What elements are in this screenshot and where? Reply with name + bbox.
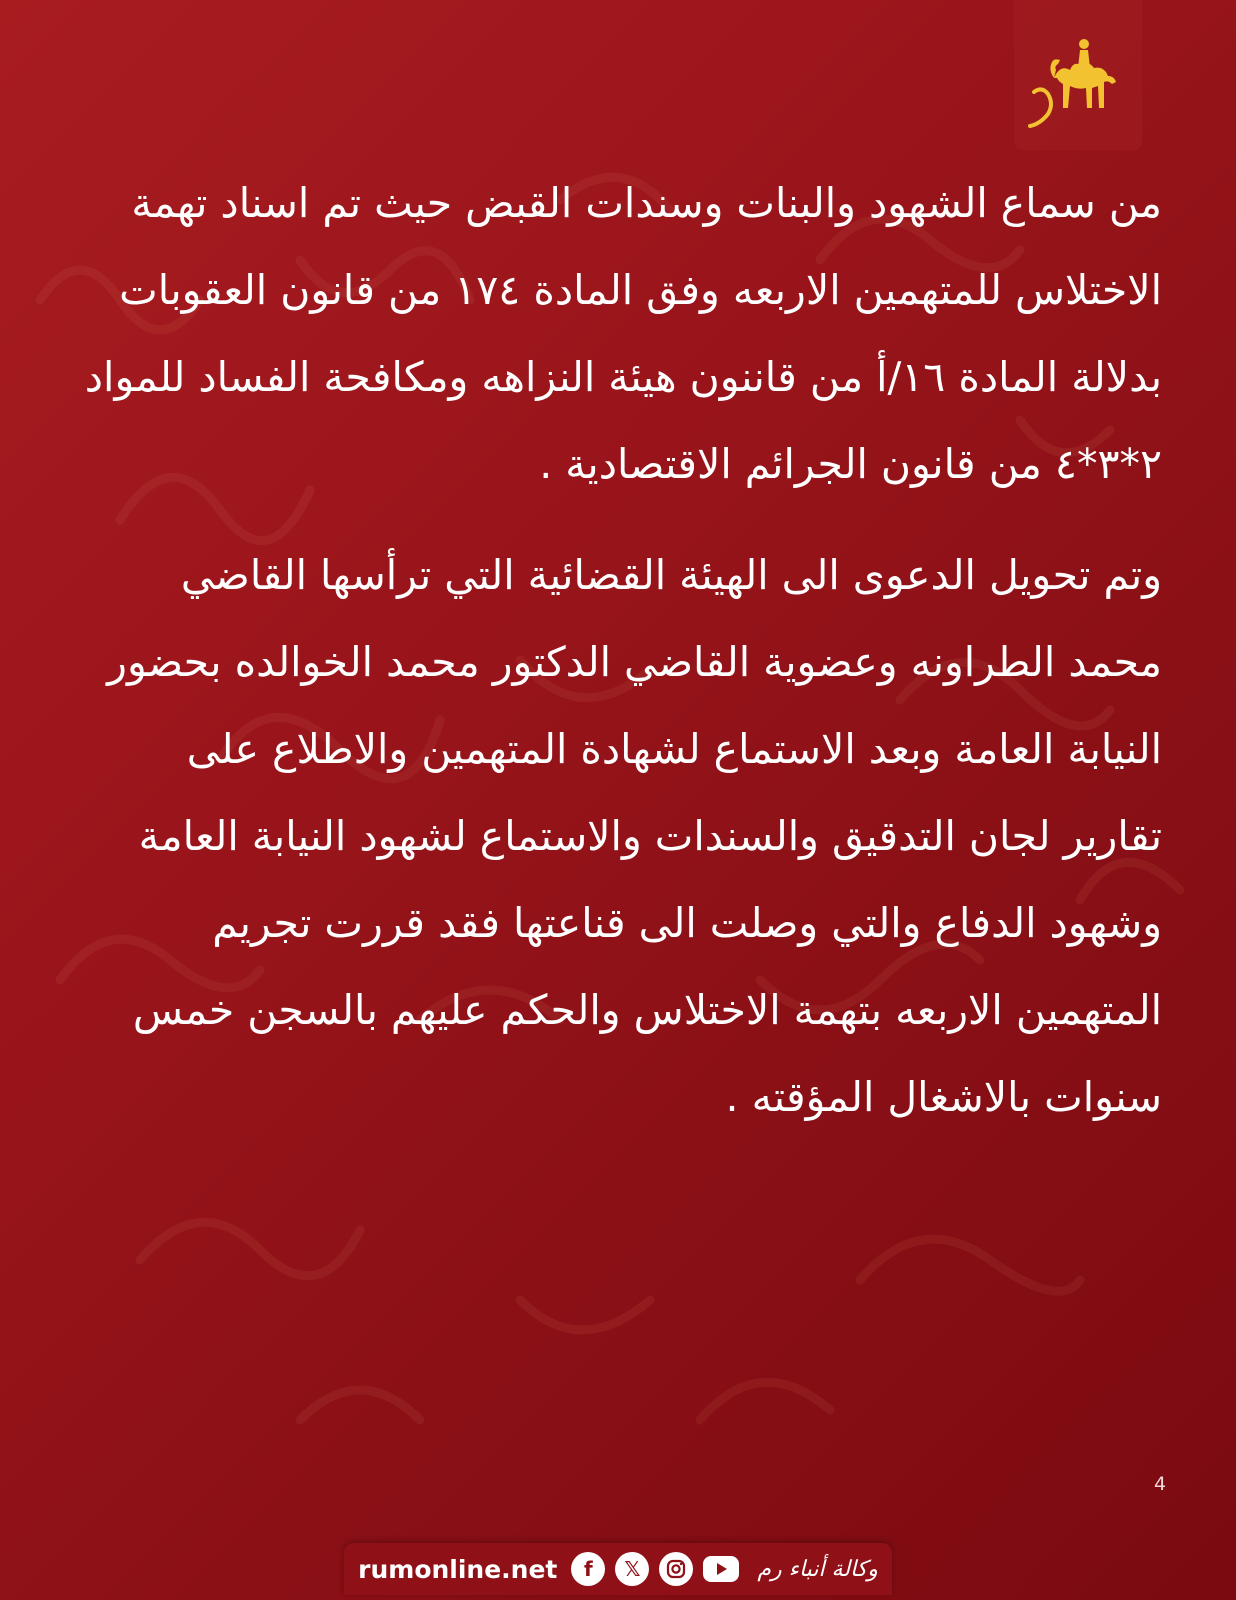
instagram-icon[interactable] [659,1552,693,1586]
footer-bar [344,1543,892,1595]
page-number: 4 [1153,1473,1167,1495]
youtube-icon[interactable] [703,1556,739,1582]
x-icon[interactable]: 𝕏 [615,1552,649,1586]
website-link[interactable]: rumonline.net [358,1554,558,1584]
facebook-icon[interactable]: f [571,1552,605,1586]
article-body [80,160,1162,1165]
logo-container [1014,0,1142,150]
brand-name: وكالة أنباء رم [757,1556,878,1582]
article-paragraph-2: وتم تحويل الدعوى الى الهيئة القضائية التي ترأسها القاضي محمد الطراونه وعضوية القاضي الدكتور محمد الخوالده بحضور النيابة العامة وبعد الاستماع لشهادة المتهمين والاطلاع على تقارير لجان التدقيق والسندات والاستماع لشهود النيابة العامة وشهود الدفاع والتي وصلت الى قناعتها فقد قررت تجريم المتهمين الاربعه بتهمة الاختلاس والحكم عليهم بالسجن خمس سنوات بالاشغال المؤقته . [107,551,1162,1121]
article-paragraph-1: من سماع الشهود والبنات وسندات القبض حيث تم اسناد تهمة الاختلاس للمتهمين الاربعه وفق المادة ١٧٤ من قانون العقوبات بدلالة المادة ١٦/أ من قاننون هيئة النزاهه ومكافحة الفساد للمواد ٢*٣*٤ من قانون الجرائم الاقتصادية . [84,179,1162,488]
camel-rider-logo-icon [1024,30,1132,130]
